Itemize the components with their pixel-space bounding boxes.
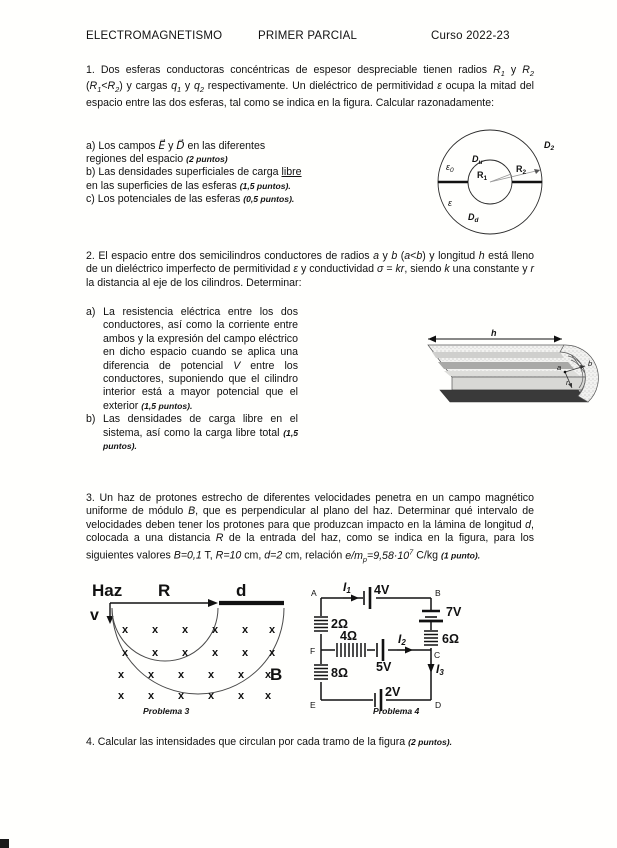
half-cylinder-figure <box>392 322 607 427</box>
sphere-label-dd: $D_d$ <box>468 212 479 224</box>
header-subject: ELECTROMAGNETISMO <box>86 30 223 42</box>
sphere-label-du: $D_u$ <box>472 154 483 166</box>
beam-label-b: B <box>270 665 283 684</box>
svg-text:x: x <box>122 624 129 636</box>
cylinder-label-h: h <box>491 328 497 338</box>
svg-text:x: x <box>178 669 185 681</box>
problem-2-item-b-points: (1,5 puntos). <box>103 427 298 452</box>
sphere-label-eps: ε <box>448 198 452 208</box>
resistor-2ohm <box>314 617 328 631</box>
svg-text:x: x <box>242 647 249 659</box>
svg-text:x: x <box>122 647 129 659</box>
problem-2-item-a-points: (1,5 puntos). <box>141 400 193 411</box>
sphere-label-r2: $R_2$ <box>516 164 527 176</box>
svg-text:x: x <box>242 624 249 636</box>
figure-caption-problema-3: Problema 3 <box>143 706 190 716</box>
svg-text:x: x <box>238 690 245 702</box>
node-label-e: E <box>310 700 316 710</box>
node-label-d: D <box>435 700 442 710</box>
beam-label-r: R <box>158 581 171 600</box>
problem-1-item-a: a) Los campos E⃗ y D⃗ en las diferentes regiones del espacio (2 puntos) <box>86 140 266 166</box>
battery-7v <box>419 611 443 621</box>
problem-2-item-a: a) La resistencia eléctrica entre los dos conductores, así como la corriente entre ambos y la expresión del campo eléctrico en dicho espacio cuando se aplica una diferencia de potencial V entre los conductores, suponiendo que el cilindro interior está a mayor potencial que el exterior (1,5 puntos). <box>86 306 298 412</box>
resistor-4ohm <box>337 643 365 657</box>
svg-text:x: x <box>118 690 125 702</box>
proton-beam-figure <box>88 578 293 713</box>
resistor-8ohm <box>314 665 328 679</box>
figure-caption-problema-4: Problema 4 <box>373 706 420 716</box>
label-i3: I3 <box>436 662 444 677</box>
label-4v: 4V <box>374 583 390 597</box>
cylinder-label-b: b <box>588 359 593 368</box>
svg-text:x: x <box>265 669 272 681</box>
sphere-label-r1: $R_1$ <box>477 170 488 182</box>
problem-2-item-b: b) Las densidades de carga libre en el sistema, así como la carga libre total (1,5 puntos). <box>86 413 298 452</box>
problem-1-item-c-points: (0,5 puntos). <box>243 193 295 204</box>
svg-text:x: x <box>238 669 245 681</box>
header-exam-type: PRIMER PARCIAL <box>258 30 358 42</box>
label-5v: 5V <box>376 660 392 674</box>
svg-text:x: x <box>208 669 215 681</box>
problem-1-item-c: c) Los potenciales de las esferas (0,5 puntos). <box>86 192 295 205</box>
problem-4-points: (2 puntos). <box>408 737 453 747</box>
label-2ohm: 2Ω <box>331 617 348 631</box>
beam-label-v: v <box>90 607 99 624</box>
svg-text:x: x <box>269 624 276 636</box>
svg-text:x: x <box>212 647 219 659</box>
battery-4v <box>364 587 370 609</box>
header-course: Curso 2022-23 <box>431 30 510 42</box>
label-7v: 7V <box>446 605 462 619</box>
resistor-6ohm <box>424 631 438 645</box>
svg-text:x: x <box>118 669 125 681</box>
svg-text:x: x <box>269 647 276 659</box>
svg-text:x: x <box>178 690 185 702</box>
svg-text:x: x <box>182 647 189 659</box>
node-label-b: B <box>435 588 441 598</box>
cylinder-label-a: a <box>557 363 562 372</box>
label-2v: 2V <box>385 685 401 699</box>
label-i1: I1 <box>343 580 351 595</box>
problem-2-statement: 2. El espacio entre dos semicilindros conductores de radios a y b (a<b) y longitud h está lleno de un dieléctrico imperfecto de permitividad ε y conductividad σ = kr, siendo k una constante y r la distancia al eje de los cilindros. Determinar: <box>86 250 535 289</box>
node-label-f: F <box>310 646 316 656</box>
svg-text:x: x <box>152 647 159 659</box>
svg-text:x: x <box>152 624 159 636</box>
sphere-label-d2: $D_2$ <box>544 140 555 152</box>
svg-text:x: x <box>212 624 219 636</box>
sphere-label-eps0: $\varepsilon_0$ <box>446 162 454 174</box>
label-i2: I2 <box>398 632 406 647</box>
label-8ohm: 8Ω <box>331 666 348 680</box>
svg-text:x: x <box>208 690 215 702</box>
cylinder-label-r: r <box>566 378 569 387</box>
problem-2-items <box>86 306 298 453</box>
problem-1-item-b: b) Las densidades superficiales de carga libre en las superficies de las esferas (1,5 puntos). <box>86 166 302 192</box>
problem-4-statement <box>86 736 534 748</box>
svg-text:x: x <box>148 690 155 702</box>
beam-label-haz: Haz <box>92 581 123 600</box>
label-6ohm: 6Ω <box>442 632 459 646</box>
problem-1-item-a-points: (2 puntos) <box>186 154 228 165</box>
svg-text:x: x <box>265 690 272 702</box>
beam-label-d: d <box>236 581 247 600</box>
field-cross-grid <box>118 624 276 702</box>
problem-1-items <box>86 140 308 206</box>
svg-text:x: x <box>182 624 189 636</box>
svg-text:x: x <box>148 669 155 681</box>
battery-5v <box>377 639 383 661</box>
problem-3-statement: 3. Un haz de protones estrecho de diferentes velocidades penetra en un campo magnético uniforme de módulo B, que es perpendicular al plano del haz. Determinar qué intervalo de velocidades deben tener los protones para que produzcan impacto en la lámina de longitud d, colocada a una distancia R de la entrada del haz, como se indica en la figura, para los siguientes valores B=0,1 T, R=10 cm, d=2 cm, relación $e/m_p=9,58\cdot 10^7$ C/kg (1 punto). <box>86 492 535 564</box>
problem-4-text: 4. Calcular las intensidades que circulan por cada tramo de la figura <box>86 736 406 748</box>
concentric-spheres-figure <box>412 126 602 238</box>
problem-3-points: (1 punto). <box>440 550 481 561</box>
node-label-c: C <box>434 650 441 660</box>
problem-1-statement: 1. Dos esferas conductoras concéntricas de espesor despreciable tienen radios $R_1$ y $R_2$ $(R_1<R_2)$ y cargas $q_1$ y $q_2$ respectivamente. Un dieléctrico de permitividad ε ocupa la mitad del espacio entre las dos esferas, tal como se indica en la figura. Calcular razonadamente: <box>86 64 534 109</box>
label-4ohm: 4Ω <box>340 629 357 643</box>
scan-corner-artifact <box>0 839 9 848</box>
node-label-a: A <box>311 588 317 598</box>
problem-1-item-b-emphasis: libre <box>281 166 302 179</box>
circuit-figure <box>291 578 496 713</box>
problem-1-item-b-points: (1,5 puntos). <box>239 180 291 191</box>
